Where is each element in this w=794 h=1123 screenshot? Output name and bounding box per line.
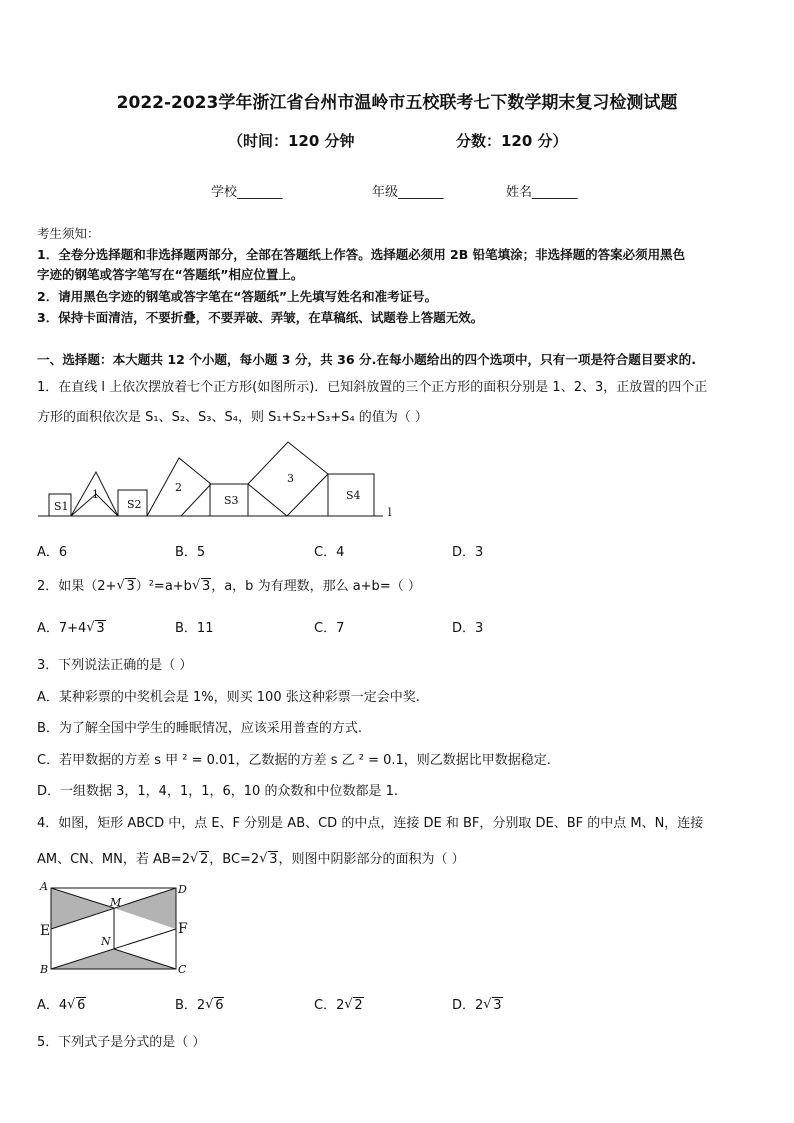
- q3-option-c: C．若甲数据的方差 s 甲 ² = 0.01，乙数据的方差 s 乙 ² = 0.1，则乙数据比甲数据稳定.: [37, 753, 551, 768]
- q1-option-a: A．6: [37, 545, 68, 560]
- label-e: E: [40, 923, 51, 939]
- label-m: M: [110, 896, 122, 909]
- q1-option-b: B．5: [175, 545, 206, 560]
- q4-option-d: D．2 √ 3: [452, 997, 502, 1013]
- label-s2: S2: [127, 498, 142, 511]
- q2-stem: 2．如果（2+ √ 3）²=a+b √ 3，a，b 为有理数，那么 a+b=（ ）: [37, 578, 421, 594]
- q1-stem-line2: 方形的面积依次是 S₁、S₂、S₃、S₄，则 S₁+S₂+S₃+S₄ 的值为（ ）: [37, 410, 428, 425]
- shaded-triangle-right: [114, 888, 176, 929]
- shaded-triangle-left: [51, 888, 114, 929]
- q4-stem-line2: AM、CN、MN，若 AB=2 √ 2，BC=2 √ 3，则图中阴影部分的面积为（ ）: [37, 851, 465, 867]
- q2-option-b: B．11: [175, 621, 214, 636]
- notes-line-3: 3．保持卡面清洁，不要折叠，不要弄破、弄皱，在草稿纸、试题卷上答题无效。: [37, 310, 484, 325]
- q3-stem: 3．下列说法正确的是（ ）: [37, 658, 193, 673]
- q4-option-a: A．4 √ 6: [37, 997, 86, 1013]
- exam-time: （时间：120 分钟: [228, 132, 355, 150]
- q4-option-b: B．2 √ 6: [175, 997, 224, 1013]
- label-d: D: [178, 883, 187, 896]
- label-c: C: [178, 963, 187, 976]
- shaded-triangle-bottom: [51, 949, 176, 969]
- grade-field: 年级_______: [372, 185, 444, 200]
- page-title: 2022-2023学年浙江省台州市温岭市五校联考七下数学期末复习检测试题: [116, 93, 678, 113]
- notes-heading: 考生须知：: [37, 226, 100, 241]
- q3-option-d: D．一组数据 3，1，4，1，1，6，10 的众数和中位数都是 1.: [37, 784, 398, 799]
- q1-stem-line1: 1．在直线 l 上依次摆放着七个正方形(如图所示)．已知斜放置的三个正方形的面积分别是 1、2、3，正放置的四个正: [37, 380, 708, 395]
- sqrt-expression: √ 3: [116, 578, 135, 594]
- label-n: N: [101, 935, 111, 948]
- name-field: 姓名_______: [506, 185, 578, 200]
- q3-option-b: B．为了解全国中学生的睡眠情况，应该采用普查的方式.: [37, 721, 363, 736]
- notes-line-1b: 字迹的钢笔或答字笔写在“答题纸”相应位置上。: [37, 267, 304, 282]
- q2-option-c: C．7: [314, 621, 345, 636]
- q4-option-c: C．2 √ 2: [314, 997, 363, 1013]
- label-s4: S4: [346, 489, 361, 502]
- q3-option-a: A．某种彩票的中奖机会是 1%，则买 100 张这种彩票一定会中奖.: [37, 690, 420, 705]
- q4-stem-line1: 4．如图，矩形 ABCD 中，点 E、F 分别是 AB、CD 的中点，连接 DE 和 BF，分别取 DE、BF 的中点 M、N，连接: [37, 816, 704, 831]
- label-l: l: [388, 506, 392, 519]
- q5-stem: 5．下列式子是分式的是（ ）: [37, 1035, 206, 1050]
- notes-line-1a: 1．全卷分选择题和非选择题两部分，全部在答题纸上作答。选择题必须用 2B 铅笔填涂；非选择题的答案必须用黑色: [37, 247, 686, 262]
- q2-option-a: A．7+4 √ 3: [37, 620, 105, 636]
- label-a: A: [40, 880, 48, 893]
- label-1: 1: [92, 488, 99, 501]
- label-3: 3: [287, 472, 294, 485]
- sqrt-expression: √ 3: [191, 578, 211, 594]
- section-heading: 一、选择题：本大题共 12 个小题，每小题 3 分，共 36 分.在每小题给出的四个选项中，只有一项是符合题目要求的.: [37, 352, 697, 367]
- label-f: F: [178, 921, 188, 937]
- q1-squares-figure: [36, 438, 406, 524]
- label-s3: S3: [224, 494, 239, 507]
- q4-rectangle-figure: [36, 880, 196, 978]
- label-s1: S1: [54, 500, 69, 513]
- school-field: 学校_______: [211, 185, 283, 200]
- exam-score: 分数：120 分）: [456, 132, 568, 150]
- q2-option-d: D．3: [452, 621, 484, 636]
- notes-line-2: 2．请用黑色字迹的钢笔或答字笔在“答题纸”上先填写姓名和准考证号。: [37, 289, 438, 304]
- label-b: B: [40, 963, 49, 976]
- label-2: 2: [175, 481, 182, 494]
- q1-option-c: C．4: [314, 545, 345, 560]
- q1-option-d: D．3: [452, 545, 484, 560]
